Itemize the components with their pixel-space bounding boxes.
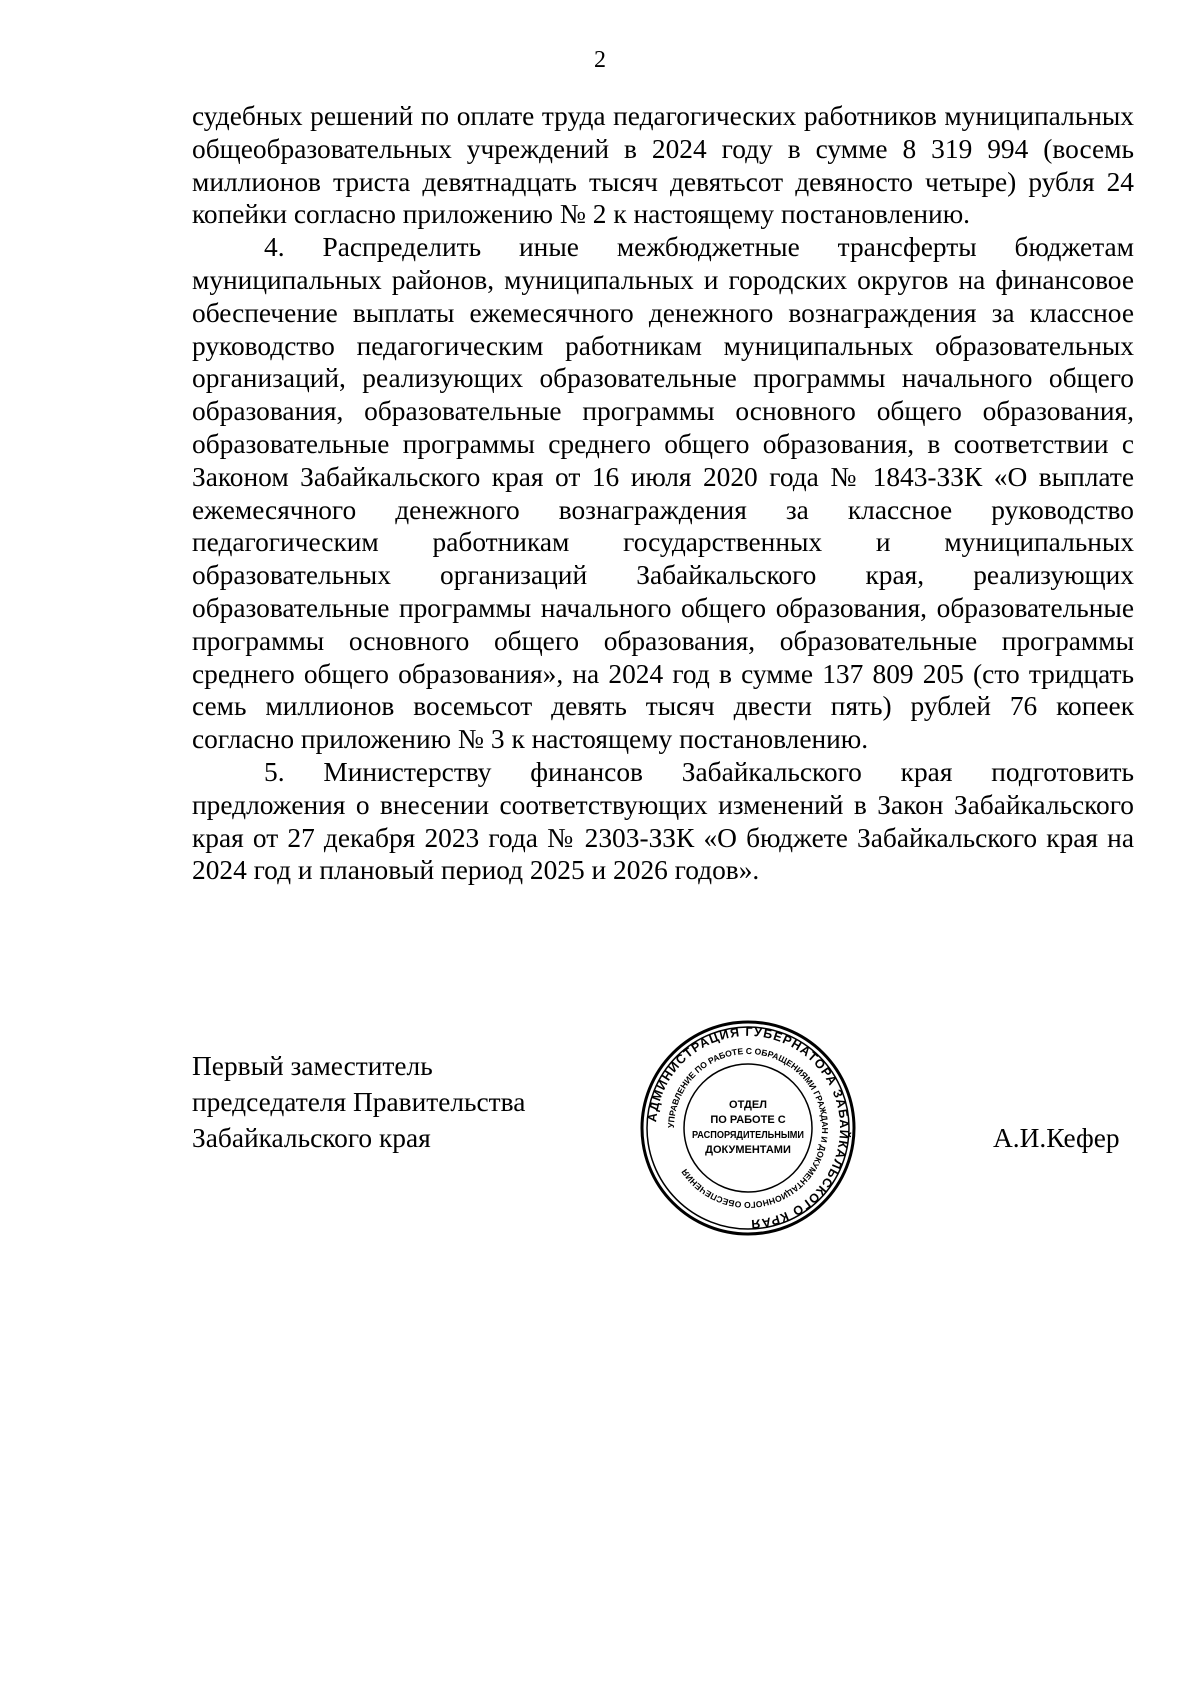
- paragraph-3-continuation: судебных решений по оплате труда педагогических работников муниципальных общеобразовательных учреждений в 2024 году в сумме 8 319 994 (восемь миллионов триста девятнадцать тысяч девятьсот девяносто четыре) рубля 24 копейки согласно приложению № 2 к настоящему постановлению.: [192, 101, 1134, 230]
- stamp-center-line-4: ДОКУМЕНТАМИ: [705, 1144, 791, 1156]
- stamp-outer-text: АДМИНИСТРАЦИЯ ГУБЕРНАТОРА ЗАБАЙКАЛЬСКОГО КРАЯ: [645, 1024, 852, 1232]
- official-stamp: [638, 1018, 858, 1238]
- signer-name: А.И.Кефер: [993, 1123, 1120, 1153]
- signatory-position: [192, 1048, 525, 1156]
- position-line-1: Первый заместитель: [192, 1051, 433, 1081]
- paragraph-4: 4. Распределить иные межбюджетные трансферты бюджетам муниципальных районов, муниципальных и городских округов на финансовое обеспечение выплаты ежемесячного денежного вознаграждения за классное руководство педагогическим работникам муниципальных образовательных организаций, реализующих образовательные программы начального общего образования, образовательные программы основного общего образования, образовательные программы среднего общего образования, в соответствии с Законом Забайкальского края от 16 июля 2020 года № 1843-ЗЗК «О выплате ежемесячного денежного вознаграждения за классное руководство педагогическим работникам государственных и муниципальных образовательных организаций Забайкальского края, реализующих образовательные программы начального общего образования, образовательные программы основного общего образования, образовательные программы среднего общего образования», на 2024 год в сумме 137 809 205 (сто тридцать семь миллионов восемьсот девять тысяч двести пять) рублей 76 копеек согласно приложению № 3 к настоящему постановлению.: [192, 232, 1134, 755]
- position-line-3: Забайкальского края: [192, 1123, 431, 1153]
- stamp-center-line-2: ПО РАБОТЕ С: [710, 1114, 786, 1126]
- stamp-center-line-3: РАСПОРЯДИТЕЛЬНЫМИ: [692, 1129, 804, 1141]
- page-number: 2: [594, 47, 606, 73]
- stamp-inner-text: УПРАВЛЕНИЕ ПО РАБОТЕ С ОБРАЩЕНИЯМИ ГРАЖДАН И ДОКУМЕНТАЦИОННОГО ОБЕСПЕЧЕНИЯ: [665, 1045, 831, 1211]
- position-line-2: председателя Правительства: [192, 1087, 526, 1117]
- stamp-center-line-1: ОТДЕЛ: [729, 1099, 767, 1111]
- paragraph-5: 5. Министерству финансов Забайкальского края подготовить предложения о внесении соответствующих изменений в Закон Забайкальского края от 27 декабря 2023 года № 2303-ЗЗК «О бюджете Забайкальского края на 2024 год и плановый период 2025 и 2026 годов».: [192, 756, 1134, 886]
- document-body: [192, 100, 1134, 887]
